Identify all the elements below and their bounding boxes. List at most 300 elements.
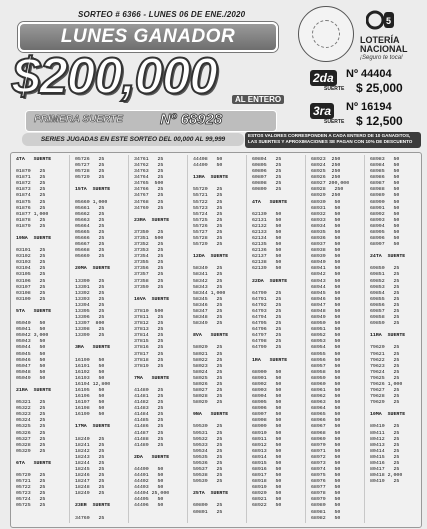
result-row: 68948 50 xyxy=(311,308,341,314)
result-row: 68911 50 xyxy=(252,436,282,442)
result-row: 68947 50 xyxy=(311,302,341,308)
result-row: 68959 50 xyxy=(311,375,341,381)
result-row: 34761 25 xyxy=(134,157,164,162)
result-row: 68933 50 xyxy=(311,217,341,223)
result-row: 69853 25 xyxy=(370,284,400,290)
result-row: 68960 50 xyxy=(311,381,341,387)
result-row: 68946 50 xyxy=(311,296,341,302)
page-title: LUNES GANADOR xyxy=(60,26,236,47)
result-row: 68927 200,000 xyxy=(311,181,350,187)
result-row: 16195 50 xyxy=(75,387,105,393)
result-row: 60809 25 xyxy=(252,187,282,193)
result-row: 68928 250 xyxy=(311,187,344,193)
result-row: 55724 25 xyxy=(193,211,223,217)
seal-emblem xyxy=(312,20,340,48)
result-row: 68918 50 xyxy=(252,479,282,485)
result-row: 44405 50 xyxy=(134,497,164,503)
result-row: 37351 500 xyxy=(134,236,164,242)
result-row: 18247 25 xyxy=(75,479,105,485)
result-row: 68990 50 xyxy=(370,199,400,205)
result-row: 13396 25 xyxy=(75,315,105,321)
result-row: 68913 50 xyxy=(252,448,282,454)
result-row: 68932 50 xyxy=(311,211,341,217)
result-row: 68904 50 xyxy=(252,394,282,400)
result-row: 37812 25 xyxy=(134,321,164,327)
result-row: 58340 25 xyxy=(193,266,223,272)
third-prize-number: Nº 16194 xyxy=(346,101,392,113)
result-row: 79628 25 xyxy=(370,394,400,400)
result-row: 01870 25 xyxy=(16,169,46,175)
result-row: 68976 50 xyxy=(311,479,341,485)
result-row: 64792 25 xyxy=(252,302,282,308)
result-row: 41487 25 xyxy=(134,430,164,436)
result-row: 37355 25 xyxy=(134,260,164,266)
result-row: 05322 25 xyxy=(16,406,46,412)
result-row: 68902 50 xyxy=(252,381,282,387)
result-row: 55728 25 xyxy=(193,236,223,242)
result-row: 05723 25 xyxy=(16,491,46,497)
result-row: 05720 25 xyxy=(16,473,46,479)
result-row: 79629 25 xyxy=(370,400,400,406)
result-row: 79626 1,000 xyxy=(370,381,403,387)
result-row: 37816 25 xyxy=(134,345,164,351)
section-heading: 10MA SUERTE xyxy=(370,412,406,418)
section-heading: 4TA SUERTE xyxy=(252,199,288,205)
result-row: 80416 25 xyxy=(370,460,400,466)
section-heading: 19NA SUERTE xyxy=(16,236,52,242)
result-row: 16191 50 xyxy=(75,363,105,369)
section-heading: 23ER SUERTE xyxy=(75,503,111,509)
result-row: 03104 25 xyxy=(16,266,46,272)
results-column-7 xyxy=(370,157,405,485)
section-heading: 9NA SUERTE xyxy=(193,412,229,418)
result-row: 16196 50 xyxy=(75,394,105,400)
column-divider xyxy=(69,155,70,523)
result-row: 05325 25 xyxy=(16,424,46,430)
second-prize-badge xyxy=(310,69,337,87)
result-row: 34760 25 xyxy=(75,515,105,521)
result-row: 41481 25 xyxy=(134,394,164,400)
result-row: 05049 50 xyxy=(16,375,46,381)
result-row: 68953 50 xyxy=(311,339,341,345)
result-row: 80418 2,000 xyxy=(370,473,403,479)
result-row: 44401 50 xyxy=(134,473,164,479)
result-row: 05726 25 xyxy=(75,157,105,162)
results-column-6 xyxy=(311,157,349,522)
result-row: 62137 50 xyxy=(252,254,282,260)
section-heading: 20MA SUERTE xyxy=(75,266,111,272)
result-row: 37353 25 xyxy=(134,248,164,254)
result-row: 68935 50 xyxy=(311,229,341,235)
result-row: 68979 50 xyxy=(311,497,341,503)
result-row: 05047 50 xyxy=(16,363,46,369)
result-row: 68925 250 xyxy=(311,169,341,175)
result-row: 34765 500 xyxy=(134,181,164,187)
result-row: 05323 25 xyxy=(16,412,46,418)
result-row: 03107 25 xyxy=(16,284,46,290)
result-row: 37357 25 xyxy=(134,272,164,278)
result-row: 34768 25 xyxy=(134,199,164,205)
result-row: 68952 50 xyxy=(311,333,341,339)
result-row: 68943 50 xyxy=(311,278,341,284)
result-row: 13392 25 xyxy=(75,290,105,296)
section-heading: 4TA SUERTE xyxy=(16,157,52,162)
result-row: 68981 50 xyxy=(311,509,341,515)
results-column-5 xyxy=(252,157,287,510)
result-row: 34764 25 xyxy=(134,175,164,181)
result-row: 05321 25 xyxy=(16,400,46,406)
result-row: 58026 25 xyxy=(193,381,223,387)
result-row: 68969 50 xyxy=(311,436,341,442)
result-row: 59530 25 xyxy=(193,424,223,430)
result-row: 41488 25 xyxy=(134,436,164,442)
result-row: 34767 25 xyxy=(134,193,164,199)
section-heading: 7MA SUERTE xyxy=(134,375,170,381)
result-row: 44404 25,000 xyxy=(134,491,170,497)
result-row: 13397 800 xyxy=(75,321,105,327)
result-row: 68919 50 xyxy=(252,485,282,491)
result-row: 05665 25 xyxy=(75,229,105,235)
result-row: 18249 25 xyxy=(75,491,105,497)
result-row: 68994 50 xyxy=(370,223,400,229)
result-row: 60800 25 xyxy=(193,503,223,509)
result-row: 68993 50 xyxy=(370,217,400,223)
result-row: 58344 1,000 xyxy=(193,290,226,296)
result-row: 69852 25 xyxy=(370,278,400,284)
result-row: 62133 50 xyxy=(252,229,282,235)
result-row: 34762 25 xyxy=(134,163,164,169)
third-badge-text: 3ra xyxy=(310,103,334,119)
series-range-bar: SERIES JUGADAS EN ESTE SORTEO DEL 00,000 AL 99,999 xyxy=(22,133,244,146)
result-row: 34769 25 xyxy=(134,205,164,211)
result-row: 68977 50 xyxy=(311,485,341,491)
result-row: 05042 3,000 xyxy=(16,333,49,339)
result-row: 68968 50 xyxy=(311,430,341,436)
result-row: 68974 50 xyxy=(311,466,341,472)
result-row: 41486 25 xyxy=(134,424,164,430)
result-row: 58022 25 xyxy=(193,357,223,363)
result-row: 18248 25 xyxy=(75,485,105,491)
result-row: 03108 25 xyxy=(16,290,46,296)
result-row: 68978 50 xyxy=(311,491,341,497)
result-row: 68937 50 xyxy=(311,242,341,248)
result-row: 44406 50 xyxy=(134,503,164,509)
result-row: 01875 25 xyxy=(16,199,46,205)
result-row: 05041 50 xyxy=(16,327,46,333)
result-row: 64796 25 xyxy=(252,327,282,333)
section-heading: 17MA SUERTE xyxy=(75,424,111,430)
result-row: 69851 25 xyxy=(370,272,400,278)
section-heading: 25TA SUERTE xyxy=(193,491,229,497)
result-row: 60807 25 xyxy=(252,175,282,181)
result-row: 68949 50 xyxy=(311,315,341,321)
section-heading: 24TA SUERTE xyxy=(370,254,406,260)
result-row: 05040 50 xyxy=(16,321,46,327)
logo-text-loteria: LOTERÍA xyxy=(360,35,400,45)
result-row: 68900 50 xyxy=(252,369,282,375)
result-row: 62134 50 xyxy=(252,236,282,242)
result-row: 01879 25 xyxy=(16,223,46,229)
result-row: 05324 25 xyxy=(16,418,46,424)
result-row: 68992 50 xyxy=(370,211,400,217)
result-row: 44408 50 xyxy=(193,157,223,162)
section-heading: 6TA SUERTE xyxy=(16,460,52,466)
result-row: 01878 25 xyxy=(16,217,46,223)
result-row: 44403 50 xyxy=(134,485,164,491)
main-prize-amount: $200,000 xyxy=(12,47,217,104)
result-row: 79624 25 xyxy=(370,369,400,375)
result-row: 55720 25 xyxy=(193,187,223,193)
result-row: 58343 25 xyxy=(193,284,223,290)
result-row: 59535 25 xyxy=(193,454,223,460)
result-row: 05663 25 xyxy=(75,217,105,223)
result-row: 62136 50 xyxy=(252,248,282,254)
result-row: 62135 50 xyxy=(252,242,282,248)
result-row: 05666 25 xyxy=(75,236,105,242)
third-prize-sub: SUERTE xyxy=(324,119,345,125)
result-row: 13390 25 xyxy=(75,278,105,284)
result-row: 68930 50 xyxy=(311,199,341,205)
result-row: 41484 25 xyxy=(134,412,164,418)
result-row: 68944 50 xyxy=(311,284,341,290)
result-row: 68972 50 xyxy=(311,454,341,460)
result-row: 68965 50 xyxy=(311,412,341,418)
results-column-2 xyxy=(75,157,110,522)
result-row: 16192 50 xyxy=(75,369,105,375)
result-row: 68985 50 xyxy=(370,169,400,175)
result-row: 68915 50 xyxy=(252,460,282,466)
result-row: 69854 25 xyxy=(370,290,400,296)
result-row: 68987 50 xyxy=(370,181,400,187)
result-row: 05329 25 xyxy=(16,448,46,454)
result-row: 68934 50 xyxy=(311,223,341,229)
result-row: 60805 25 xyxy=(252,163,282,169)
result-row: 44402 50 xyxy=(134,479,164,485)
result-row: 37817 25 xyxy=(134,351,164,357)
section-heading: 16VA SUERTE xyxy=(134,296,170,302)
result-row: 68955 50 xyxy=(311,351,341,357)
results-table xyxy=(10,152,422,528)
result-row: 59536 25 xyxy=(193,460,223,466)
logo-tagline: ¡Seguro te toca! xyxy=(360,55,403,61)
result-row: 37813 25 xyxy=(134,327,164,333)
result-row: 01872 25 xyxy=(16,181,46,187)
result-row: 05044 50 xyxy=(16,345,46,351)
result-row: 68909 50 xyxy=(252,424,282,430)
result-row: 68954 50 xyxy=(311,345,341,351)
result-row: 62132 50 xyxy=(252,223,282,229)
result-row: 69858 25 xyxy=(370,315,400,321)
results-column-4 xyxy=(193,157,228,516)
result-row: 68914 50 xyxy=(252,454,282,460)
third-prize-badge xyxy=(310,102,334,120)
section-heading: 5TA SUERTE xyxy=(16,308,52,314)
result-row: 69850 25 xyxy=(370,266,400,272)
result-row: 58027 25 xyxy=(193,387,223,393)
result-row: 68956 50 xyxy=(311,357,341,363)
result-row: 41485 25 xyxy=(134,418,164,424)
result-row: 68929 250 xyxy=(311,193,341,199)
result-row: 64797 25 xyxy=(252,333,282,339)
result-row: 68962 50 xyxy=(311,394,341,400)
al-entero-label: AL ENTERO xyxy=(232,95,284,104)
result-row: 68973 50 xyxy=(311,460,341,466)
result-row: 68983 50 xyxy=(370,157,400,162)
result-row: 62130 50 xyxy=(252,211,282,217)
result-row: 68951 50 xyxy=(311,327,341,333)
result-row: 18246 25 xyxy=(75,473,105,479)
result-row: 64791 25 xyxy=(252,296,282,302)
column-divider xyxy=(364,155,365,523)
result-row: 59538 25 xyxy=(193,473,223,479)
result-row: 13399 25 xyxy=(75,333,105,339)
result-row: 05722 25 xyxy=(16,485,46,491)
column-divider xyxy=(246,155,247,523)
result-row: 05327 25 xyxy=(16,436,46,442)
result-row: 05725 25 xyxy=(16,503,46,509)
result-row: 41482 25 xyxy=(134,400,164,406)
result-row: 79623 25 xyxy=(370,363,400,369)
result-row: 44409 50 xyxy=(193,163,223,169)
result-row: 18245 25 xyxy=(75,466,105,472)
result-row: 68967 50 xyxy=(311,424,341,430)
second-prize-amount: $ 25,000 xyxy=(356,81,403,95)
result-row: 13395 25 xyxy=(75,308,105,314)
svg-text:5: 5 xyxy=(386,16,392,26)
result-row: 68936 50 xyxy=(311,236,341,242)
result-row: 60801 25 xyxy=(193,509,223,515)
result-row: 55726 25 xyxy=(193,223,223,229)
result-row: 68988 50 xyxy=(370,187,400,193)
result-row: 80411 25 xyxy=(370,430,400,436)
result-row: 59537 25 xyxy=(193,466,223,472)
result-row: 68984 50 xyxy=(370,163,400,169)
result-row: 37356 25 xyxy=(134,266,164,272)
result-row: 03105 25 xyxy=(16,272,46,278)
result-row: 16194 12,800 xyxy=(75,381,111,387)
result-row: 55727 25 xyxy=(193,229,223,235)
result-row: 68903 50 xyxy=(252,387,282,393)
result-row: 18243 25 xyxy=(75,454,105,460)
result-row: 68986 50 xyxy=(370,175,400,181)
result-row: 05729 25 xyxy=(75,175,105,181)
result-row: 05048 50 xyxy=(16,369,46,375)
result-row: 05326 25 xyxy=(16,430,46,436)
result-row: 59533 25 xyxy=(193,442,223,448)
result-row: 05728 25 xyxy=(75,169,105,175)
result-row: 69855 25 xyxy=(370,296,400,302)
result-row: 68926 250 xyxy=(311,175,341,181)
result-row: 68964 50 xyxy=(311,406,341,412)
result-row: 60808 25 xyxy=(252,181,282,187)
result-row: 37818 25 xyxy=(134,357,164,363)
result-row: 68957 50 xyxy=(311,363,341,369)
result-row: 64793 25 xyxy=(252,308,282,314)
logo-text-nacional: NACIONAL xyxy=(360,44,408,54)
result-row: 64790 25 xyxy=(252,290,282,296)
result-row: 55725 25 xyxy=(193,217,223,223)
result-row: 03109 25 xyxy=(16,296,46,302)
result-row: 59534 25 xyxy=(193,448,223,454)
result-row: 60804 25 xyxy=(252,157,282,162)
result-row: 79620 25 xyxy=(370,345,400,351)
result-row: 68995 50 xyxy=(370,229,400,235)
result-row: 41489 25 xyxy=(134,442,164,448)
result-row: 68971 50 xyxy=(311,448,341,454)
result-row: 01871 25 xyxy=(16,175,46,181)
result-row: 59531 25 xyxy=(193,430,223,436)
result-row: 68920 50 xyxy=(252,491,282,497)
primera-suerte-label: PRIMERA SUERTE xyxy=(34,114,123,125)
result-row: 13398 25 xyxy=(75,327,105,333)
column-divider xyxy=(187,155,188,523)
result-row: 01874 25 xyxy=(16,193,46,199)
result-row: 01877 1,000 xyxy=(16,211,49,217)
result-row: 68966 50 xyxy=(311,418,341,424)
result-row: 68923 250 xyxy=(311,157,341,162)
result-row: 80410 25 xyxy=(370,424,400,430)
result-row: 55722 25 xyxy=(193,199,223,205)
result-row: 18241 25 xyxy=(75,442,105,448)
result-row: 64795 25 xyxy=(252,321,282,327)
result-row: 01873 25 xyxy=(16,187,46,193)
result-row: 80414 25 xyxy=(370,448,400,454)
result-row: 13394 25 xyxy=(75,302,105,308)
result-row: 37350 25 xyxy=(134,229,164,235)
result-row: 68989 50 xyxy=(370,193,400,199)
result-row: 16193 50 xyxy=(75,375,105,381)
result-row: 37811 25 xyxy=(134,315,164,321)
result-row: 05043 50 xyxy=(16,339,46,345)
section-heading: 21RA SUERTE xyxy=(16,387,52,393)
result-row: 68910 50 xyxy=(252,430,282,436)
result-row: 58342 25 xyxy=(193,278,223,284)
result-row: 18242 25 xyxy=(75,448,105,454)
result-row: 03103 25 xyxy=(16,260,46,266)
result-row: 37810 500 xyxy=(134,308,164,314)
result-row: 68958 50 xyxy=(311,369,341,375)
result-row: 05669 25 xyxy=(75,254,105,260)
second-prize-number: Nº 44404 xyxy=(346,68,392,80)
result-row: 58347 25 xyxy=(193,308,223,314)
result-row: 68939 50 xyxy=(311,254,341,260)
result-row: 58341 25 xyxy=(193,272,223,278)
result-row: 03101 25 xyxy=(16,248,46,254)
result-row: 62139 50 xyxy=(252,266,282,272)
result-row: 37815 25 xyxy=(134,339,164,345)
result-row: 79622 25 xyxy=(370,357,400,363)
result-row: 59532 25 xyxy=(193,436,223,442)
second-badge-text: 2da xyxy=(310,70,337,86)
column-divider xyxy=(305,155,306,523)
result-row: 58025 25 xyxy=(193,375,223,381)
section-heading: 2DA SUERTE xyxy=(134,454,170,460)
result-row: 58029 25 xyxy=(193,400,223,406)
result-row: 64799 25 xyxy=(252,345,282,351)
result-row: 64798 25 xyxy=(252,339,282,345)
result-row: 16198 50 xyxy=(75,406,105,412)
section-heading: 3RA SUERTE xyxy=(75,345,111,351)
result-row: 03106 25 xyxy=(16,278,46,284)
result-row: 55721 25 xyxy=(193,193,223,199)
result-row: 60806 25 xyxy=(252,169,282,175)
result-row: 69859 25 xyxy=(370,321,400,327)
result-row: 37814 25 xyxy=(134,333,164,339)
result-row: 37352 25 xyxy=(134,242,164,248)
result-row: 68924 250 xyxy=(311,163,341,169)
result-row: 68907 50 xyxy=(252,412,282,418)
result-row: 80415 25 xyxy=(370,454,400,460)
